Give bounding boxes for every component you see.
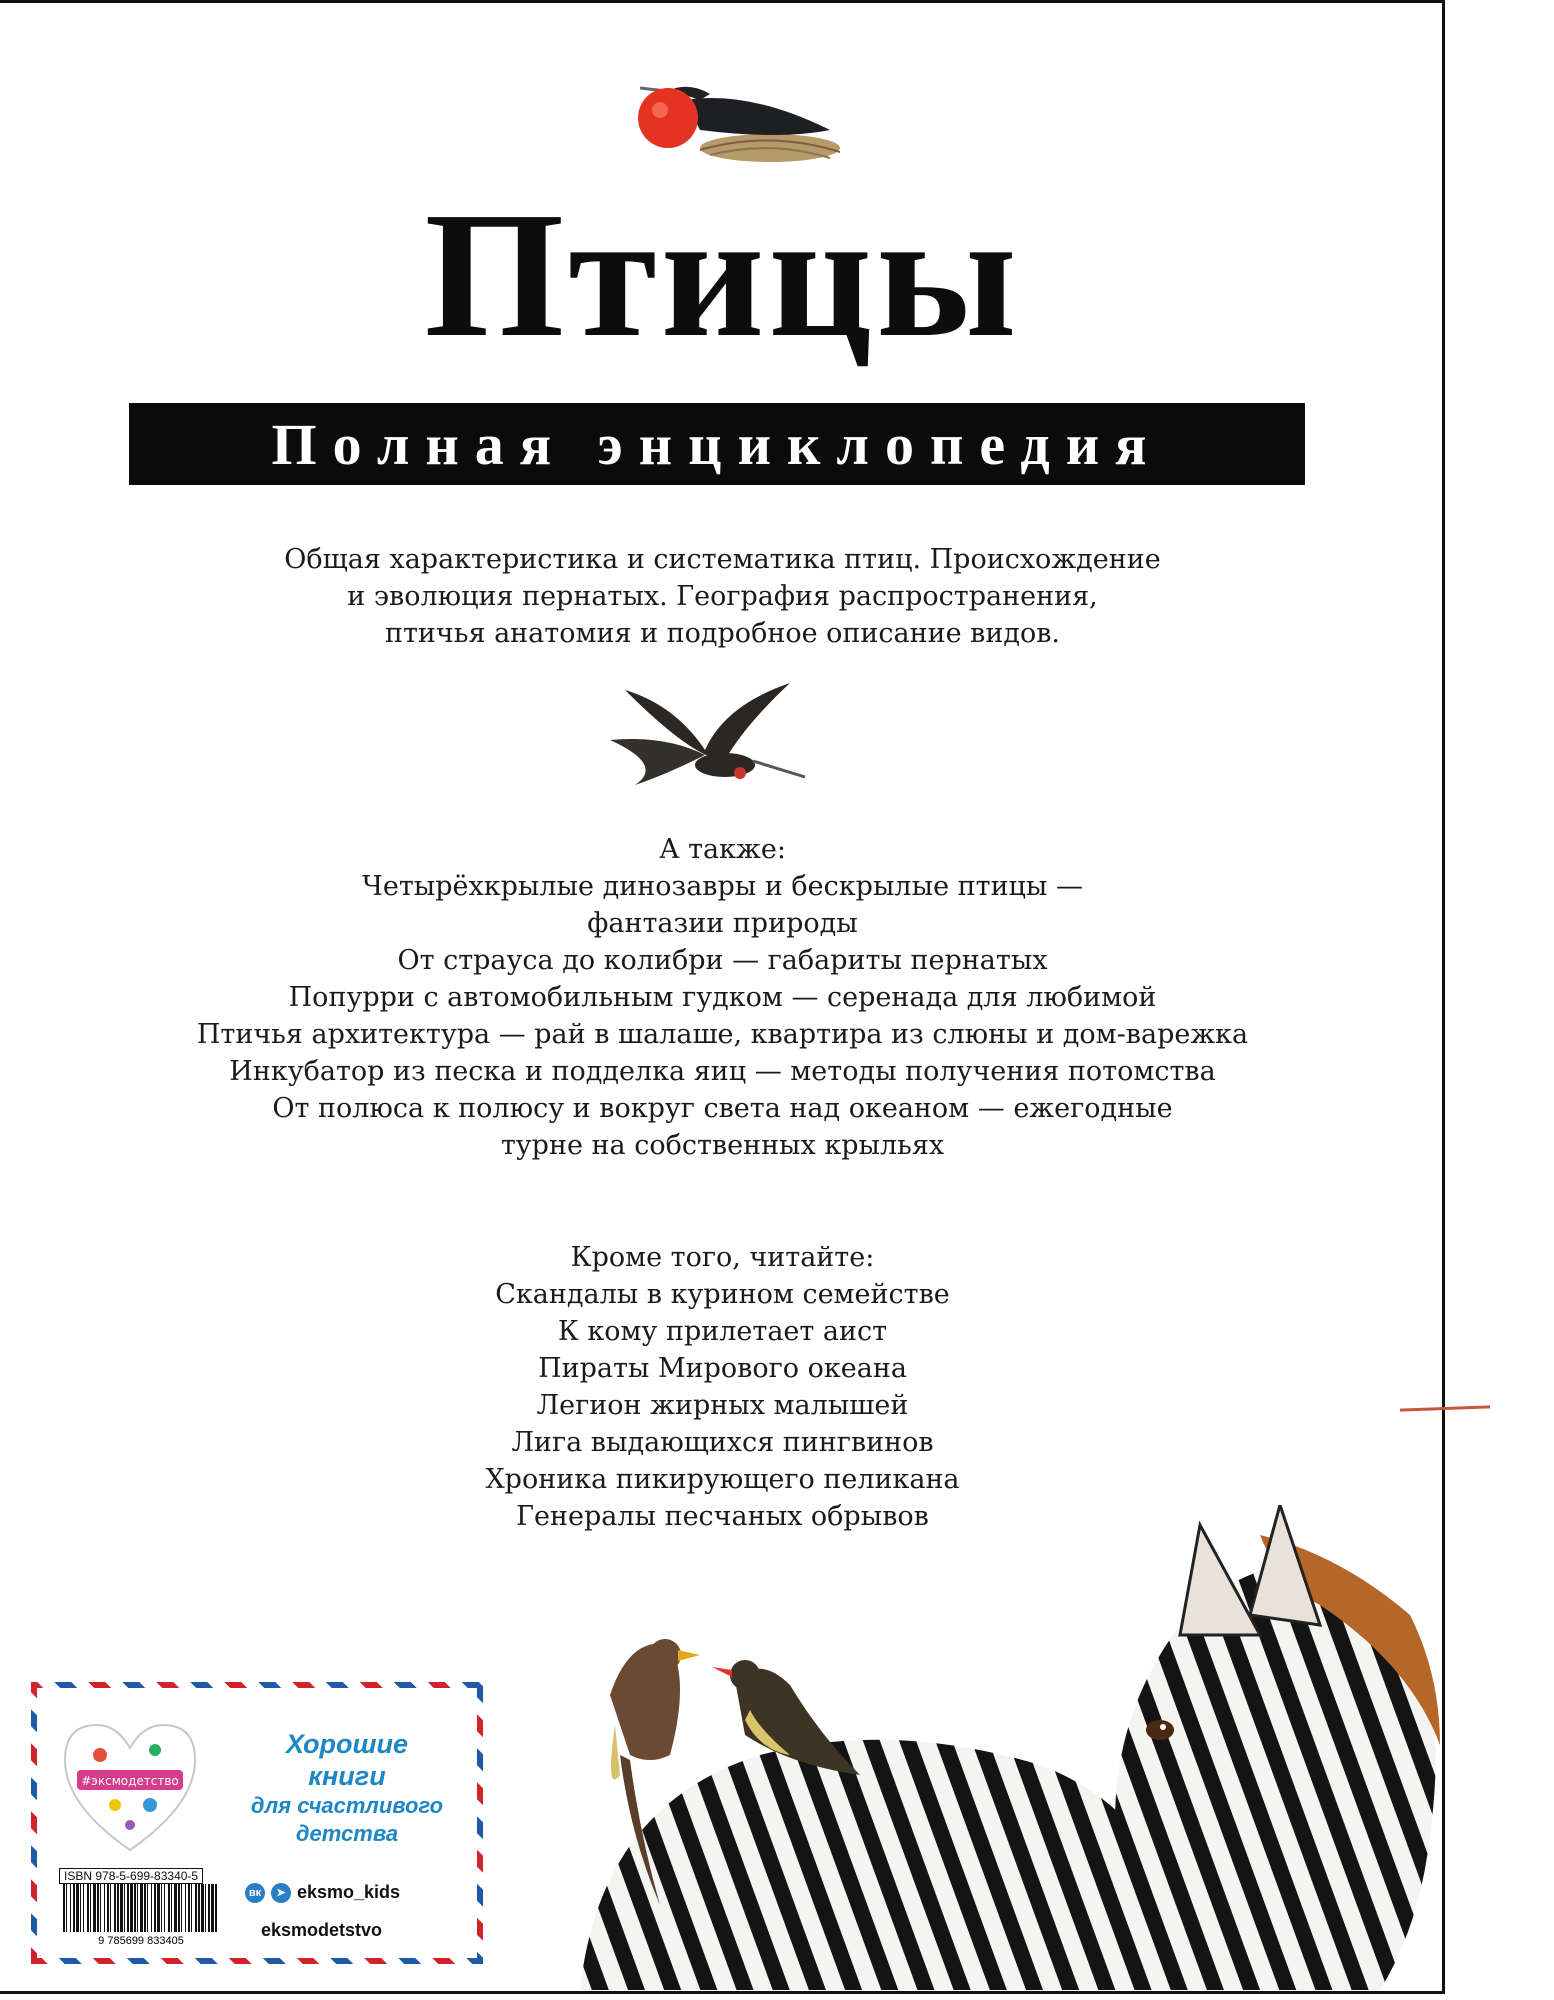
more-item: Скандалы в курином семействе [495,1279,950,1310]
barcode-bar [117,1884,119,1932]
slogan-line: Хорошие [286,1729,408,1759]
barcode-bar [147,1884,148,1932]
barcode-bar [198,1884,200,1932]
more-item: Пираты Мирового океана [538,1353,907,1384]
barcode-bar [164,1884,165,1932]
also-list [0,831,1445,1164]
barcode-bar [134,1884,136,1932]
barcode-bar [168,1884,170,1932]
barcode-bar [211,1884,214,1932]
book-title: Птицы [424,175,1021,374]
more-item: Легион жирных малышей [536,1390,909,1421]
barcode-bar [83,1884,84,1932]
barcode-bar [110,1884,111,1932]
frigatebird-nest-illustration [630,60,840,170]
also-item: Четырёхкрылые динозавры и бескрылые птицы — [361,871,1083,902]
also-item: Птичья архитектура — рай в шалаше, квартира из слюны и дом-варежка [196,1019,1249,1050]
site-handle[interactable]: eksmodetstvo [261,1920,383,1940]
slogan [227,1728,467,1848]
more-item: Лига выдающихся пингвинов [511,1427,934,1458]
barcode-bar [97,1884,99,1932]
barcode-bar [201,1884,204,1932]
more-heading: Кроме того, читайте: [570,1242,875,1273]
more-item: Хроника пикирующего пеликана [485,1464,960,1495]
barcode-bar [66,1884,67,1932]
barcode-bar [171,1884,172,1932]
barcode-bar [100,1884,101,1932]
also-item: Попурри с автомобильным гудком — серенада для любимой [288,982,1157,1013]
barcode-bar [107,1884,109,1932]
also-heading: А также: [659,834,786,865]
barcode-bar [104,1884,105,1932]
telegram-icon[interactable]: ➤ [271,1883,291,1903]
barcode-bar [124,1884,125,1932]
more-item: Генералы песчаных обрывов [516,1501,929,1532]
slogan-line: детства [295,1821,399,1846]
barcode-bar [80,1884,81,1932]
publisher-card [31,1682,483,1964]
barcode-bar [181,1884,182,1932]
social-row [245,1882,400,1903]
barcode-bar [130,1884,133,1932]
isbn-label: ISBN 978-5-699-83340-5 [59,1868,203,1884]
barcode-bar [90,1884,91,1932]
also-item: Инкубатор из песка и подделка яиц — методы получения потомства [229,1056,1216,1087]
intro-line: птичья анатомия и подробное описание видов. [384,618,1061,649]
barcode-bar [151,1884,152,1932]
barcode-bar [208,1884,210,1932]
subtitle-banner [129,403,1305,485]
barcode-number: 9 785699 833405 [98,1935,184,1946]
also-item: фантазии природы [587,908,858,939]
barcode-bar [63,1884,65,1932]
barcode-bar [205,1884,206,1932]
barcode-bar [137,1884,138,1932]
slogan-line: книги [308,1761,386,1791]
hashtag-label: #эксмодетство [81,1774,179,1788]
vk-icon[interactable]: вк [245,1883,265,1903]
barcode-bar [73,1884,75,1932]
social-handle[interactable]: eksmo_kids [297,1882,401,1902]
barcode-bar [144,1884,146,1932]
book-subtitle: Полная энциклопедия [271,411,1163,477]
barcode [59,1884,224,1946]
barcode-bar [188,1884,190,1932]
flying-frigatebird-illustration [605,665,815,795]
barcode-bar [215,1884,217,1932]
barcode-bar [93,1884,96,1932]
barcode-bar [70,1884,71,1932]
zebra-oxpeckers-illustration [560,1505,1445,1990]
also-item: От полюса к полюсу и вокруг света над океаном — ежегодные [272,1093,1173,1124]
more-item: К кому прилетает аист [557,1316,888,1347]
barcode-bar [174,1884,177,1932]
also-item: От страуса до колибри — габариты пернатых [397,945,1048,976]
barcode-bar [178,1884,180,1932]
intro-line: и эволюция пернатых. География распространения, [347,581,1098,612]
barcode-bar [185,1884,186,1932]
barcode-bar [127,1884,129,1932]
barcode-bar [191,1884,192,1932]
slogan-line: для счастливого [250,1793,444,1818]
barcode-bar [154,1884,156,1932]
barcode-bar [195,1884,197,1932]
intro-paragraph [0,541,1445,652]
heart-logo-icon [55,1710,205,1860]
barcode-bar [76,1884,79,1932]
barcode-bar [120,1884,123,1932]
barcode-bar [161,1884,162,1932]
barcode-bar [157,1884,160,1932]
intro-line: Общая характеристика и систематика птиц. Происхождение [284,544,1161,575]
more-list [0,1239,1445,1535]
barcode-bar [87,1884,89,1932]
barcode-bar [114,1884,116,1932]
barcode-bar [140,1884,143,1932]
also-item: турне на собственных крыльях [500,1130,945,1161]
